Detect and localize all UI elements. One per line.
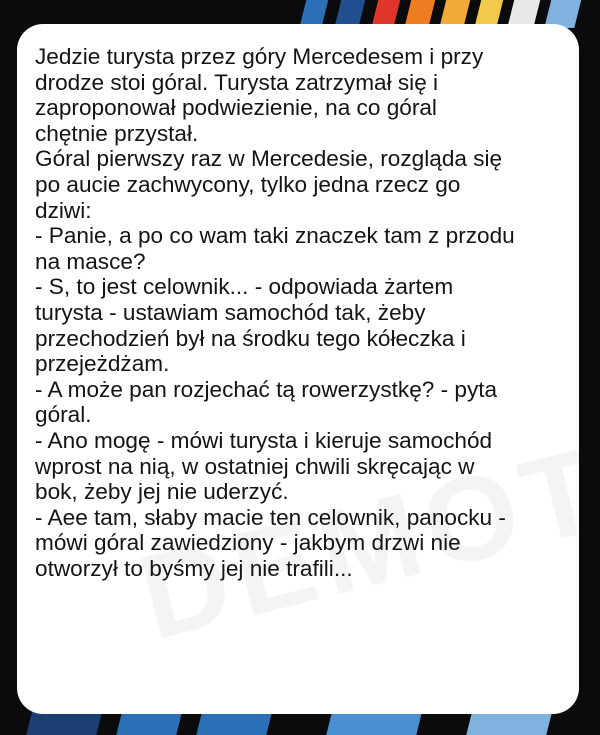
joke-line: mówi góral zawiedziony - jakbym drzwi nie [35, 530, 461, 556]
joke-line: przechodzień był na środku tego kółeczka i [35, 325, 466, 351]
joke-line: góral. [35, 402, 92, 428]
joke-line: - A może pan rozjechać tą rowerzystkę? - pyta [35, 376, 498, 402]
joke-line: dziwi: [35, 197, 92, 223]
joke-line: Góral pierwszy raz w Mercedesie, rozgląda się [35, 146, 503, 172]
joke-line: otworzył to byśmy jej nie trafili... [35, 555, 353, 581]
joke-line: chętnie przystał. [35, 120, 199, 146]
joke-line: drodze stoi góral. Turysta zatrzymał się i [35, 69, 439, 95]
joke-line: bok, żeby jej nie uderzyć. [35, 479, 289, 505]
joke-line: Jedzie turysta przez góry Mercedesem i przy [35, 44, 484, 69]
joke-line: - Aee tam, słaby macie ten celownik, panocku - [35, 504, 506, 530]
joke-text [35, 44, 565, 581]
joke-card [17, 24, 579, 714]
joke-line: - Ano mogę - mówi turysta i kieruje samochód [35, 427, 493, 453]
joke-line: - Panie, a po co wam taki znaczek tam z przodu [35, 223, 515, 249]
joke-line: - S, to jest celownik... - odpowiada żartem [35, 274, 454, 300]
joke-line: na masce? [35, 248, 146, 274]
joke-line: przejeżdżam. [35, 351, 170, 377]
joke-line: wprost na nią, w ostatniej chwili skręcając w [35, 453, 475, 479]
joke-line: po aucie zachwycony, tylko jedna rzecz go [35, 171, 461, 197]
joke-line: turysta - ustawiam samochód tak, żeby [35, 299, 426, 325]
joke-line: zaproponował podwiezienie, na co góral [35, 95, 437, 121]
